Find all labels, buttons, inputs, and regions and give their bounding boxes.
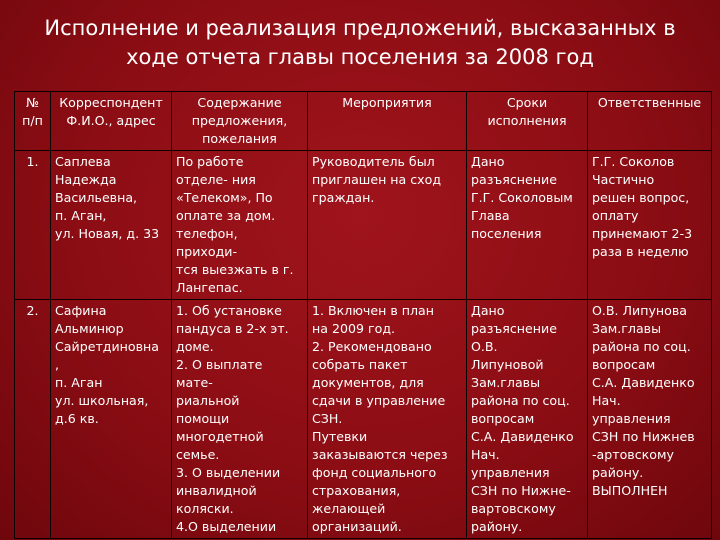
title-line-2: ходе отчета главы поселения за 2008 год	[126, 45, 594, 69]
header-number: № п/п	[15, 92, 51, 151]
deadline-cell: Дано разъяснение О.В. Липуновой Зам.главы района по соц. вопросам С.А. Давиденко Нач. управления СЗН по Нижне- вартовскому району.	[467, 300, 588, 539]
title-line-1: Исполнение и реализация предложений, высказанных в	[44, 16, 676, 40]
proposals-table	[14, 91, 712, 539]
header-responsible: Ответственные	[588, 92, 712, 151]
responsible-cell: О.В. Липунова Зам.главы района по соц. вопросам С.А. Давиденко Нач. управления СЗН по Нижнев -артовскому району. ВЫПОЛНЕН	[588, 300, 712, 539]
table-header-row	[15, 92, 712, 151]
table-row	[15, 300, 712, 539]
row-number: 1.	[15, 151, 51, 300]
content-cell: 1. Об установке пандуса в 2-х эт. доме. 2. О выплате мате- риальной помощи многодетной семье. 3. О выделении инвалидной коляски. 4.О выделении	[172, 300, 308, 539]
table-row	[15, 151, 712, 300]
correspondent-cell: Сафина Альминюр Сайретдиновна , п. Аган ул. школьная, д.6 кв.	[51, 300, 172, 539]
header-content: Содержание предложения, пожелания	[172, 92, 308, 151]
correspondent-cell: Саплева Надежда Васильевна, п. Аган, ул. Новая, д. 33	[51, 151, 172, 300]
deadline-cell: Дано разъяснение Г.Г. Соколовым Глава поселения	[467, 151, 588, 300]
page-title	[0, 14, 720, 72]
header-correspondent: Корреспондент Ф.И.О., адрес	[51, 92, 172, 151]
row-number: 2.	[15, 300, 51, 539]
header-measures: Мероприятия	[308, 92, 467, 151]
measures-cell: 1. Включен в план на 2009 год. 2. Рекомендовано собрать пакет документов, для сдачи в управление СЗН. Путевки заказываются через фонд социального страхования, желающей организаций.	[308, 300, 467, 539]
content-cell: По работе отделе- ния «Телеком», По оплате за дом. телефон, приходи- тся выезжать в г. Лангепас.	[172, 151, 308, 300]
responsible-cell: Г.Г. Соколов Частично решен вопрос, оплату принемают 2-3 раза в неделю	[588, 151, 712, 300]
measures-cell: Руководитель был приглашен на сход граждан.	[308, 151, 467, 300]
header-deadline: Сроки исполнения	[467, 92, 588, 151]
